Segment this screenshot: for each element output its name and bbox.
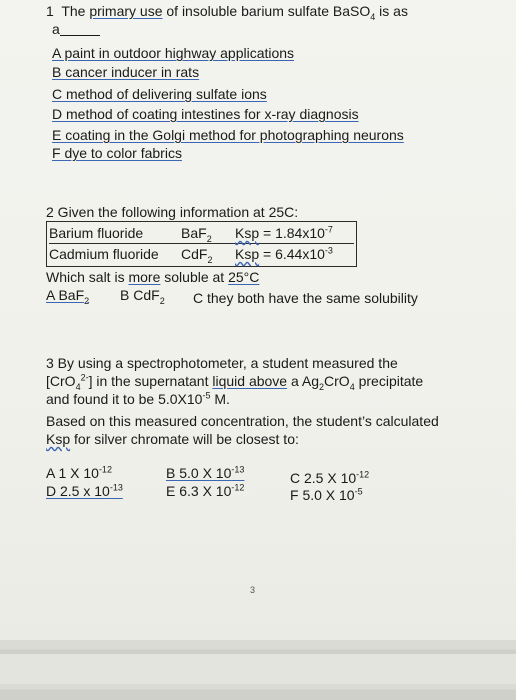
q3-option-c[interactable]: C 2.5 X $10^{-12}$ [290, 469, 370, 486]
q3-option-e[interactable]: E 6.3 X $10^{-12}$ [166, 482, 245, 499]
ksp-value: Ksp = $1.84x10^{-7}$ [235, 224, 333, 241]
q1-option-f[interactable]: F dye to color fabrics [52, 145, 182, 161]
q2-ksp-table [46, 221, 357, 267]
compound-formula: CdF$_2$ [181, 246, 213, 265]
q1-option-d[interactable]: D method of coating intestines for x-ray diagnosis [52, 106, 359, 122]
q1-option-b[interactable]: B cancer inducer in rats [52, 64, 200, 80]
compound-formula: BaF$_2$ [181, 225, 212, 244]
q3-option-a[interactable]: A 1 X $10^{-12}$ [46, 464, 112, 481]
q3-line-4: Based on this measured concentration, the student’s calculated [46, 413, 439, 429]
q2-option-a[interactable]: A BaF$_2$ [46, 287, 90, 306]
page-number: 3 [250, 585, 256, 595]
q3-option-b[interactable]: B 5.0 X $10^{-13}$ [166, 464, 245, 481]
ksp-value: Ksp = $6.44x10^{-3}$ [235, 245, 333, 262]
q3-line-1: 3 By using a spectrophotometer, a student measured the [46, 355, 398, 371]
q3-line-2: [CrO$_4^{2-}$] in the supernatant liquid above a $Ag_2CrO_4$ precipitate [46, 372, 424, 392]
compound-name: Barium fluoride [49, 225, 144, 241]
q1-option-c[interactable]: C method of delivering sulfate ions [52, 86, 267, 102]
q2-option-b[interactable]: B CdF$_2$ [120, 287, 165, 306]
q1-option-a[interactable]: A paint in outdoor highway applications [52, 45, 295, 61]
q2-stem: 2 Given the following information at 25C: [46, 204, 299, 220]
q3-line-5: Ksp for silver chromate will be closest to: [46, 431, 299, 447]
q1-option-e[interactable]: E coating in the Golgi method for photographing neurons [52, 127, 404, 143]
compound-name: Cadmium fluoride [49, 246, 159, 262]
q3-option-f[interactable]: F 5.0 X $10^{-5}$ [290, 486, 363, 503]
q3-line-3: and found it to be $5.0X10^{-5}$ M. [46, 390, 230, 407]
ksp-row [49, 223, 354, 244]
q2-question: Which salt is more soluble at 25°C [46, 269, 260, 285]
background-strip [0, 654, 516, 684]
q1-stem: 1 The primary use of insoluble barium sulfate BaSO$_4$ is as [46, 3, 408, 22]
ksp-row [49, 244, 354, 264]
q1-blank: a [52, 20, 100, 38]
q3-option-d[interactable]: D 2.5 x $10^{-13}$ [46, 482, 123, 499]
q2-option-c[interactable]: C they both have the same solubility [193, 290, 418, 306]
